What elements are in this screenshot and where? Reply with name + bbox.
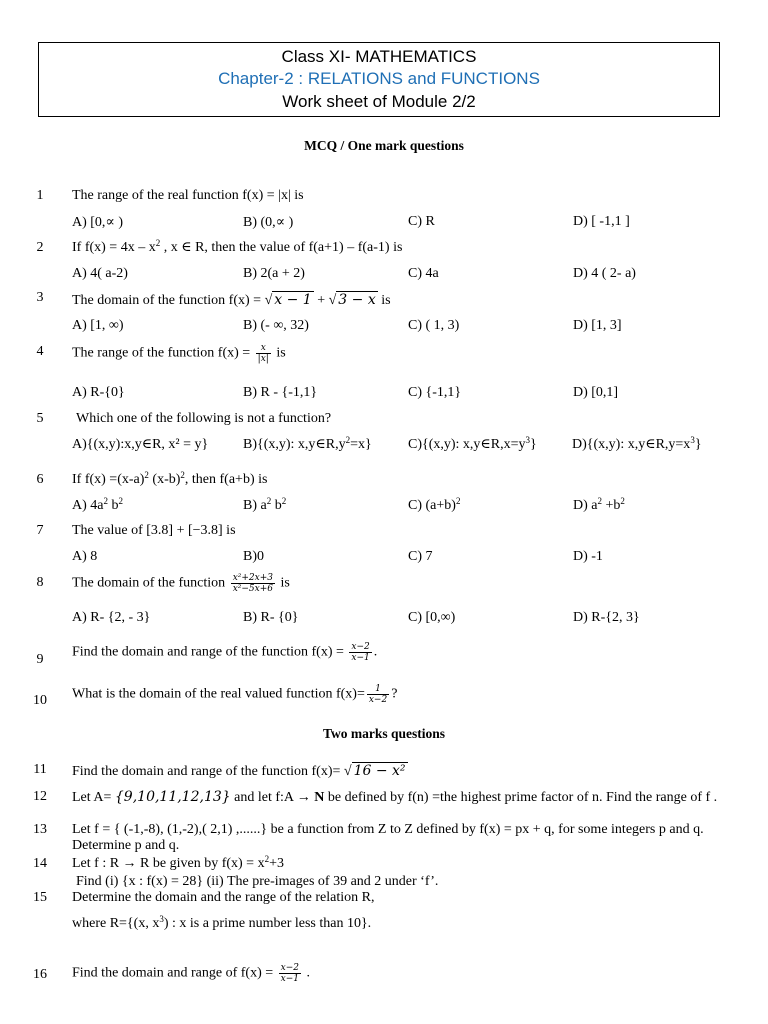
fraction: $\frac{x-2}{x-1}$ xyxy=(280,963,299,984)
option-a: A) [0,∝ ) xyxy=(72,215,124,230)
option-a: A) $4a^2$ $b^2$ xyxy=(72,496,123,513)
question-number: 16 xyxy=(33,967,47,982)
header-box xyxy=(38,42,720,117)
question-number: 14 xyxy=(33,856,47,871)
chapter-title: Chapter-2 : RELATIONS and FUNCTIONS xyxy=(218,69,540,88)
question-text: The range of the function f(x) = $\frac{x}{|x|}$ is xyxy=(72,343,286,364)
option-d: D) $a^2 +b^2$ xyxy=(573,496,625,513)
option-a: A) [1, ∞) xyxy=(72,318,124,333)
option-a: A){(x,y):x,y∈R, x² = y} xyxy=(72,437,209,452)
fraction: $\frac{x}{|x|}$ xyxy=(257,343,269,364)
option-d: D) -1 xyxy=(573,549,603,564)
option-b: B) (0,∝ ) xyxy=(243,215,294,230)
option-d: D) [ -1,1 ] xyxy=(573,214,630,229)
option-c: C) ( 1, 3) xyxy=(408,318,460,333)
option-d: D) R-{2, 3} xyxy=(573,610,640,625)
fraction: $\frac{1}{x-2}$ xyxy=(368,684,388,705)
question-number: 4 xyxy=(36,344,44,359)
question-number: 7 xyxy=(36,523,44,538)
option-a: A) 8 xyxy=(72,549,98,564)
question-subtext: Find (i) {x : f(x) = 28} (ii) The pre-images of 39 and 2 under ‘f’. xyxy=(76,874,439,889)
question-text: If $f(x) = 4x - x^2$ , x ∈ R, then the value of f(a+1) – f(a-1) is xyxy=(72,238,403,255)
worksheet-title: Work sheet of Module 2/2 xyxy=(282,92,476,111)
sqrt-symbol: √ 3 − x xyxy=(328,292,376,308)
question-text: The value of [3.8] + [−3.8] is xyxy=(72,523,236,538)
option-b: B) (- ∞, 32) xyxy=(243,318,309,333)
question-text: What is the domain of the real valued function f(x)= $\frac{1}{x-2}$ ? xyxy=(72,684,398,705)
sqrt-symbol: √ 16 − x² xyxy=(343,763,406,779)
two-marks-heading: Two marks questions xyxy=(322,726,446,741)
mcq-heading: MCQ / One mark questions xyxy=(304,138,464,153)
option-c: C) {-1,1} xyxy=(408,385,462,400)
question-number: 13 xyxy=(33,822,47,837)
question-number: 8 xyxy=(36,575,44,590)
question-number: 2 xyxy=(36,240,44,255)
option-a: A) 4( a-2) xyxy=(72,266,128,281)
question-text: Find the domain and range of the function f(x) = $\frac{x-2}{x-1}$ . xyxy=(72,642,378,663)
option-a: A) R-{0} xyxy=(72,385,125,400)
question-text: Find the domain and range of the function f(x)= √ 16 − x² xyxy=(72,763,406,779)
question-number: 5 xyxy=(36,411,44,426)
option-c: C) 7 xyxy=(408,549,433,564)
option-b: B) R- {0} xyxy=(243,610,299,625)
question-text: Which one of the following is not a function? xyxy=(76,411,332,426)
option-c: C){(x,y): $x,y\in R,x=y^3$} xyxy=(408,435,537,452)
option-d: D){(x,y): $x,y\in R,y=x^3$} xyxy=(572,435,702,452)
option-a: A) R- {2, - 3} xyxy=(72,610,151,625)
option-c: C) $(a+b)^2$ xyxy=(408,496,461,513)
option-b: B){(x,y): $x,y\in R,y^2=x$} xyxy=(243,435,372,452)
question-number: 1 xyxy=(36,188,44,203)
question-text: Let f = { (-1,-8), (1,-2),( 2,1) ,......} be a function from Z to Z defined by f(x) = px + q, for some integers p and q. Determine p and q. xyxy=(72,822,704,853)
question-text: Let A= {9,10,11,12,13} and let f:A → N be defined by f(n) =the highest prime factor of n. Find the range of f . xyxy=(72,789,718,805)
fraction: $\frac{x-2}{x-1}$ xyxy=(351,642,370,663)
question-text: Let f : R → R be given by $f(x) = x^2+3$ xyxy=(72,854,284,871)
option-c: C) R xyxy=(408,214,435,229)
option-b: B)0 xyxy=(243,549,264,564)
question-text: Find the domain and range of f(x) = $\frac{x-2}{x-1}$ . xyxy=(72,963,310,984)
question-text: If $f(x) =(x-a)^2$ $(x-b)^2$, then f(a+b) is xyxy=(72,470,268,487)
option-b: B) $a^2$ $b^2$ xyxy=(243,496,287,513)
option-d: D) [1, 3] xyxy=(573,318,622,333)
question-number: 3 xyxy=(36,290,44,305)
question-number: 12 xyxy=(33,789,47,804)
option-b: B) R - {-1,1} xyxy=(243,385,318,400)
class-title: Class XI- MATHEMATICS xyxy=(281,47,477,66)
option-b: B) 2(a + 2) xyxy=(243,266,305,281)
question-number: 11 xyxy=(33,762,47,777)
option-d: D) 4 ( 2- a) xyxy=(573,266,636,281)
question-number: 15 xyxy=(33,890,47,905)
sqrt-symbol: √ x − 1 xyxy=(264,292,312,308)
question-subtext: where R={(x, $x^3$) : x is a prime number less than 10}. xyxy=(72,914,372,931)
option-c: C) 4a xyxy=(408,266,439,281)
question-text: The range of the real function f(x) = |x| is xyxy=(72,188,304,203)
question-text: The domain of the function f(x) = √ x − 1 + √ 3 − x is xyxy=(72,292,391,308)
question-number: 6 xyxy=(36,472,44,487)
option-d: D) [0,1] xyxy=(573,385,619,400)
fraction: $\frac{\text{x²+2x+3}}{\text{x²−5x+6}}$ xyxy=(232,573,273,594)
question-text: Determine the domain and the range of the relation R, xyxy=(72,890,375,905)
question-number: 9 xyxy=(36,652,44,667)
option-c: C) [0,∞) xyxy=(408,610,456,625)
question-number: 10 xyxy=(33,693,47,708)
question-text: The domain of the function $\frac{\text{x²+2x+3}}{\text{x²−5x+6}}$ is xyxy=(72,573,290,594)
